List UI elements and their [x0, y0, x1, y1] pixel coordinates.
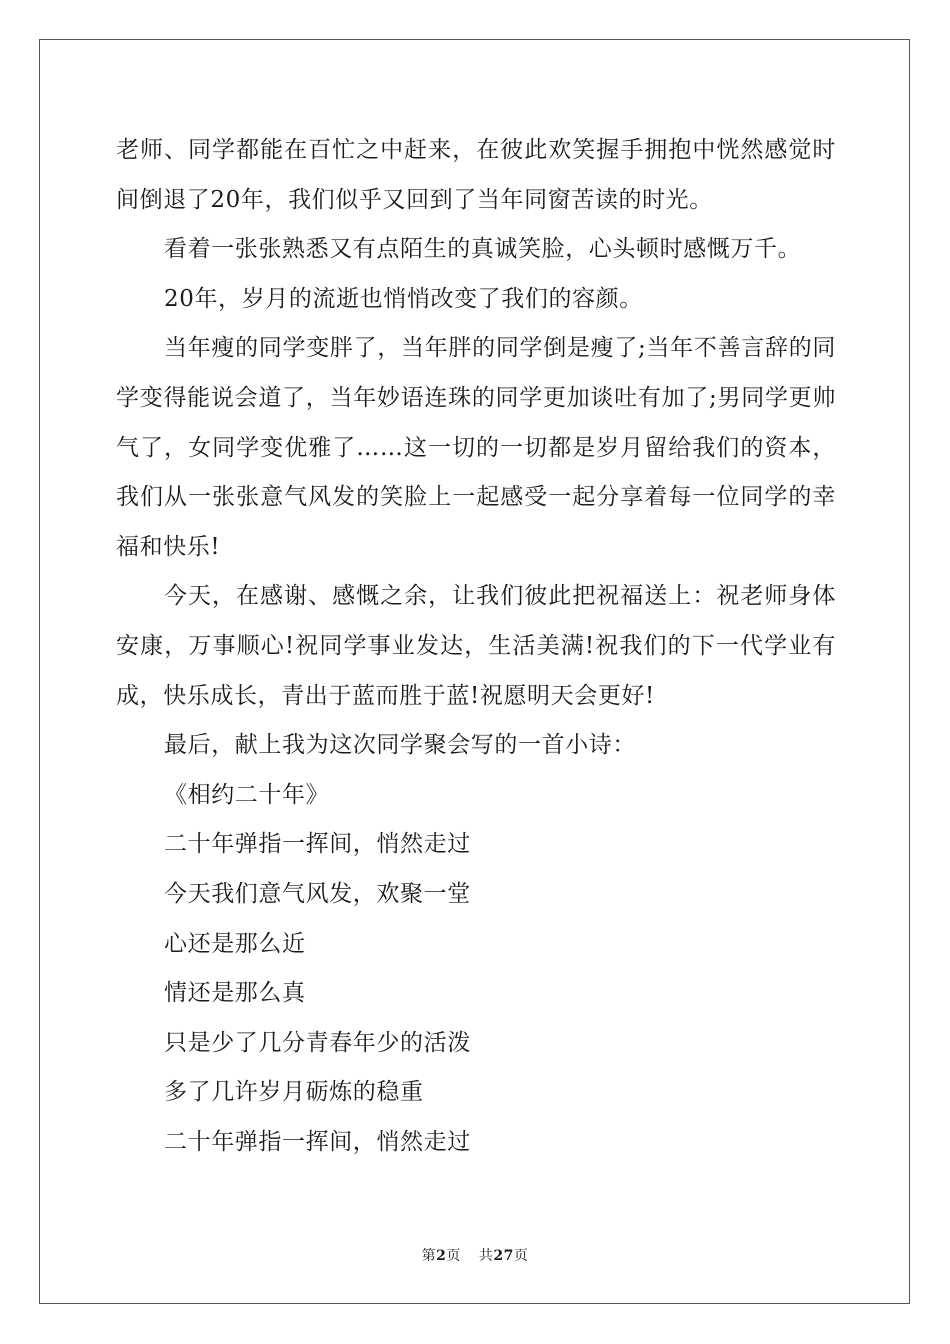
paragraph-4: 当年瘦的同学变胖了，当年胖的同学倒是瘦了;当年不善言辞的同学变得能说会道了，当年妙语连珠的同学更加谈吐有加了;男同学更帅气了，女同学变优雅了……这一切的一切都是岁月留给我们的资本，我们从一张张意气风发的笑脸上一起感受一起分享着每一位同学的幸福和快乐!	[116, 335, 836, 560]
total-suffix: 页	[513, 1248, 529, 1264]
page-footer	[0, 1245, 950, 1265]
page-number: 2	[436, 1248, 447, 1264]
total-prefix: 共	[478, 1248, 494, 1264]
poem-line-2: 今天我们意气风发，欢聚一堂	[164, 880, 471, 907]
paragraph-5: 今天，在感谢、感慨之余，让我们彼此把祝福送上：祝老师身体安康，万事顺心!祝同学事业发达，生活美满!祝我们的下一代学业有成，快乐成长，青出于蓝而胜于蓝!祝愿明天会更好!	[116, 583, 836, 709]
paragraph-2: 看着一张张熟悉又有点陌生的真诚笑脸，心头顿时感慨万千。	[164, 236, 802, 263]
paragraph-6: 最后，献上我为这次同学聚会写的一首小诗：	[164, 732, 636, 759]
poem-line-6: 多了几许岁月砺炼的稳重	[164, 1079, 424, 1106]
document-body	[116, 126, 836, 1167]
poem-title: 《相约二十年》	[164, 781, 330, 808]
paragraph-1: 老师、同学都能在百忙之中赶来，在彼此欢笑握手拥抱中恍然感觉时间倒退了20年，我们似乎又回到了当年同窗苦读的时光。	[116, 137, 836, 213]
total-pages: 27	[493, 1248, 514, 1264]
paragraph-3: 20年，岁月的流逝也悄悄改变了我们的容颜。	[164, 285, 643, 312]
poem-line-4: 情还是那么真	[164, 980, 306, 1007]
poem-line-1: 二十年弹指一挥间，悄然走过	[164, 831, 471, 858]
page-suffix: 页	[446, 1248, 461, 1264]
poem-line-3: 心还是那么近	[164, 930, 306, 957]
poem-line-5: 只是少了几分青春年少的活泼	[164, 1029, 471, 1056]
page-prefix: 第	[421, 1248, 437, 1264]
poem-line-7: 二十年弹指一挥间，悄然走过	[164, 1128, 471, 1155]
